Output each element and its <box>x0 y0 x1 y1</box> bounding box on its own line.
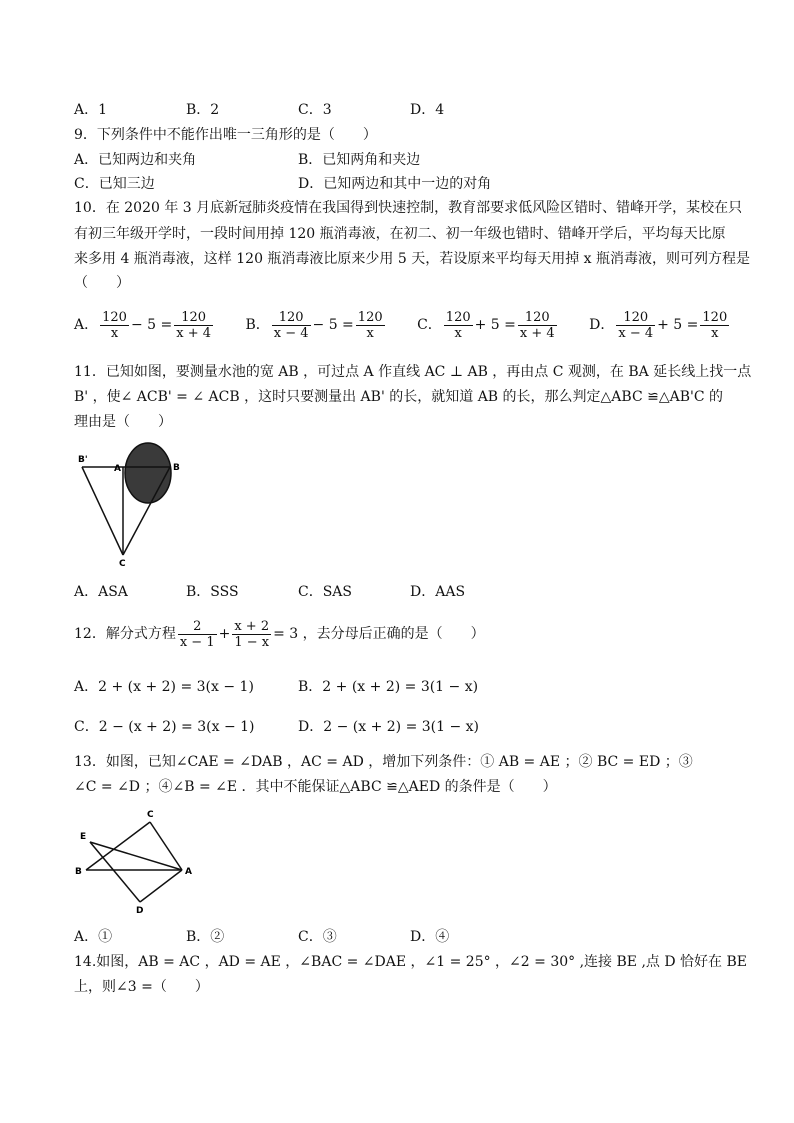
q8-options <box>74 100 522 120</box>
fraction <box>700 310 729 341</box>
segment-e-d <box>90 842 140 902</box>
option-label: B． <box>245 317 270 333</box>
q13-options <box>74 927 522 947</box>
operator: − 5 = <box>312 317 354 333</box>
q11-option-a: A．ASA <box>74 584 128 600</box>
label-e: E <box>80 832 87 842</box>
denominator: x <box>110 325 119 341</box>
q9-option-c: C．已知三边 <box>74 176 155 192</box>
numerator: 120 <box>616 310 655 326</box>
q10-stem-line3: 来多用 4 瓶消毒液，这样 120 瓶消毒液比原来少用 5 天，若设原来平均每天用掉 x 瓶消毒液，则可列方程是 <box>74 251 751 267</box>
q12-option-c: C．2 − (x + 2) = 3(x − 1) <box>74 719 255 735</box>
label-b: B <box>75 867 82 877</box>
denominator: x + 4 <box>519 325 555 341</box>
q11-stem-line2: B' ，使∠ ACB' = ∠ ACB ，这时只要测量出 AB' 的长，就知道 AB 的长，那么判定△ABC ≌△AB'C 的 <box>74 389 724 405</box>
q9-option-d: D．已知两边和其中一边的对角 <box>298 176 492 192</box>
fraction <box>100 310 129 341</box>
q9-option-b: B．已知两角和夹边 <box>298 152 421 168</box>
q9-stem: 9．下列条件中不能作出唯一三角形的是（ ） <box>74 127 377 143</box>
fraction <box>616 310 655 341</box>
q12-stem <box>74 617 485 651</box>
segment-b-c <box>86 822 150 870</box>
q10-options <box>74 308 757 342</box>
q12-prefix: 12．解分式方程 <box>74 626 176 642</box>
numerator: 120 <box>702 309 728 325</box>
q11-option-d: D．AAS <box>410 584 466 600</box>
numerator: x + 2 <box>234 618 270 634</box>
numerator: 120 <box>102 309 127 325</box>
numerator: 120 <box>357 309 383 325</box>
denominator: x − 4 <box>618 325 654 341</box>
option-label: D． <box>589 317 615 333</box>
q9-options-row1 <box>74 150 522 170</box>
denominator: x − 1 <box>179 634 215 650</box>
operator: − 5 = <box>130 317 173 333</box>
option-label: A． <box>74 317 99 333</box>
q10-option-b <box>245 308 386 342</box>
q9-option-a: A．已知两边和夹角 <box>74 152 197 168</box>
segment-d-a <box>140 870 182 902</box>
q8-option-d: D．4 <box>410 102 445 118</box>
q13-option-c: C．③ <box>298 929 337 945</box>
q10-option-c <box>417 308 559 342</box>
q13-option-a: A．① <box>74 929 113 945</box>
q12-options-row2 <box>74 717 522 737</box>
numerator: 2 <box>178 619 217 635</box>
q11-option-c: C．SAS <box>298 584 353 600</box>
option-label: C． <box>417 317 442 333</box>
label-d: D <box>136 906 144 916</box>
numerator: 120 <box>272 310 311 326</box>
q11-stem-line3: 理由是（ ） <box>74 414 172 430</box>
segment-c-a <box>150 822 182 870</box>
q12-option-d: D．2 − (x + 2) = 3(1 − x) <box>298 719 480 735</box>
q11-figure <box>70 440 200 570</box>
q14-stem-line1: 14.如图，AB = AC ，AD = AE ，∠BAC = ∠DAE ，∠1 = 25° ，∠2 = 30° ,连接 BE ,点 D 恰好在 BE <box>74 954 747 970</box>
label-c: C <box>147 810 154 820</box>
q14-stem-line2: 上，则∠3 =（ ） <box>74 979 209 995</box>
label-b-prime: B' <box>78 455 88 465</box>
denominator: x <box>366 325 374 341</box>
denominator: x <box>454 325 462 341</box>
q13-option-b: B．② <box>186 929 225 945</box>
q12-suffix: = 3 ，去分母后正确的是（ ） <box>273 626 485 642</box>
q10-stem-line1: 10．在 2020 年 3 月底新冠肺炎疫情在我国得到快速控制，教育部要求低风险区错时、错峰开学，某校在只 <box>74 200 743 216</box>
q11-options <box>74 582 522 602</box>
q8-option-b: B．2 <box>186 102 220 118</box>
q12-option-b: B．2 + (x + 2) = 3(1 − x) <box>298 679 479 695</box>
q13-stem-line1: 13．如图，已知∠CAE = ∠DAB ，AC = AD ，增加下列条件：① AB = AE ；② BC = ED ；③ <box>74 754 693 770</box>
denominator: x − 4 <box>273 325 309 341</box>
denominator: x <box>711 325 719 341</box>
operator: + 5 = <box>474 317 516 333</box>
segment-b1-c <box>82 467 123 555</box>
fraction <box>518 310 557 341</box>
fraction <box>272 310 311 341</box>
q12-option-a: A．2 + (x + 2) = 3(x − 1) <box>74 679 254 695</box>
numerator: 120 <box>174 310 213 326</box>
q8-option-a: A．1 <box>74 102 108 118</box>
q12-options-row1 <box>74 677 522 697</box>
q13-option-d: D．④ <box>410 929 450 945</box>
q10-option-a <box>74 308 215 342</box>
q10-stem-line4: （ ） <box>74 275 130 291</box>
operator: + <box>218 626 231 642</box>
q11-stem-line1: 11．已知如图，要测量水池的宽 AB ，可过点 A 作直线 AC ⊥ AB ，再由点 C 观测，在 BA 延长线上找一点 <box>74 364 752 380</box>
fraction <box>178 619 217 650</box>
denominator: x + 4 <box>176 325 211 341</box>
fraction <box>174 310 213 341</box>
denominator: 1 − x <box>234 634 270 650</box>
operator: + 5 = <box>657 317 699 333</box>
label-b: B <box>173 463 180 473</box>
q8-option-c: C．3 <box>298 102 332 118</box>
pond <box>125 443 171 503</box>
label-a: A <box>114 464 121 474</box>
q9-options-row2 <box>74 174 522 194</box>
label-a: A <box>185 867 192 877</box>
label-c: C <box>119 559 126 569</box>
q10-stem-line2: 有初三年级开学时，一段时间用掉 120 瓶消毒液，在初二、初一年级也错时、错峰开学后，平均每天比原 <box>74 226 726 242</box>
q13-stem-line2: ∠C = ∠D ；④∠B = ∠E ．其中不能保证△ABC ≌△AED 的条件是（ ） <box>74 779 557 795</box>
numerator: 120 <box>445 309 471 325</box>
q13-figure <box>72 805 202 920</box>
fraction <box>232 619 271 650</box>
q11-option-b: B．SSS <box>186 584 239 600</box>
fraction <box>356 310 385 341</box>
fraction <box>444 310 473 341</box>
numerator: 120 <box>518 310 557 326</box>
q10-option-d <box>589 308 731 342</box>
